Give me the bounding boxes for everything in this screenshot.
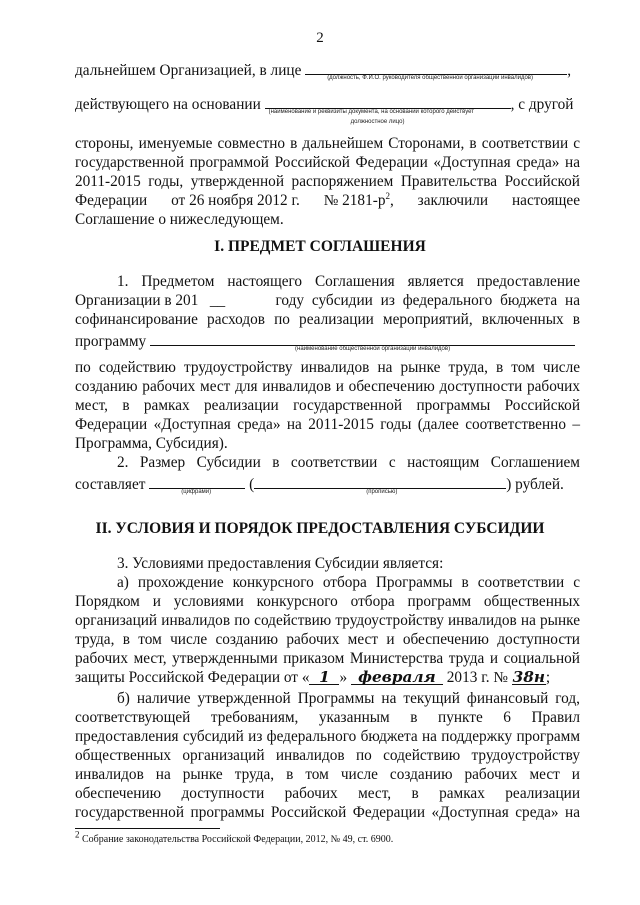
s1-year-prefix: Организации в 201: [75, 292, 199, 309]
s2-line-9: соответствующей требованиям, указанным в пункте 6 Правил: [75, 709, 580, 726]
footnote: [75, 829, 394, 845]
page-number: 2: [316, 30, 324, 46]
s2-line-1: 3. Условиями предоставления Субсидии является:: [117, 555, 444, 572]
basis-document-blank: [265, 92, 511, 125]
intro-comma: ,: [567, 62, 572, 79]
s1-org-year: [75, 291, 225, 310]
s1-line-1: 1. Предметом настоящего Соглашения является предоставление: [117, 273, 580, 290]
s2-line-5: труда, в том числе созданию рабочих мест и обеспечению доступности: [75, 631, 580, 648]
order-month-handwritten: февраля: [351, 668, 443, 685]
order-day-handwritten: 1: [309, 668, 339, 685]
intro-para-line-4: [75, 191, 580, 210]
footnote-text: Собрание законодательства Российской Федерации, 2012, № 49, ст. 6900.: [82, 834, 394, 845]
order-year-text: 2013 г. №: [446, 669, 508, 686]
intro-present: настоящее: [511, 192, 580, 209]
intro-para-line-2: государственной программой Российской Федерации «Доступная среда» на: [75, 154, 580, 171]
s1-open-paren: (: [249, 476, 255, 493]
program-name-blank: [150, 329, 575, 352]
order-date-prefix: защиты Российской Федерации от «: [75, 669, 310, 686]
order-comma: ,: [389, 192, 394, 209]
s2-line-11: общественных организаций инвалидов по содействию трудоустройству: [75, 747, 580, 764]
s1-subsidy-text: году субсидии из федерального бюджета на: [275, 292, 580, 309]
section-1-heading: I. ПРЕДМЕТ СОГЛАШЕНИЯ: [214, 238, 426, 255]
basis-caption-1: (наименование и реквизиты документа, на основании которого действует: [268, 109, 475, 115]
s1-line-10: 2. Размер Субсидии в соответствии с настоящим Соглашением: [117, 454, 580, 471]
footnote-mark: 2: [75, 829, 80, 840]
program-caption: (наименование общественной организации инвалидов): [295, 346, 451, 352]
amount-digits-blank: [149, 472, 245, 495]
s1-line-5: по содействию трудоустройству инвалидов на рынке труда, в том числе: [75, 359, 580, 376]
s2-line-6: рабочих мест, утвержденными приказом Министерства труда и социальной: [75, 650, 580, 667]
representative-caption: (должность, Ф.И.О. руководителя общественной организации инвалидов): [327, 75, 533, 81]
s2-line-4: организаций инвалидов по содействию трудоустройству инвалидов на рынке: [75, 612, 580, 629]
s1-line-7: мест, в рамках реализации государственной программы Российской: [75, 397, 580, 414]
s1-year-blank: __: [209, 292, 226, 309]
intro-line-1: [75, 58, 580, 80]
s2-line-3: Порядком и условиями конкурсного отбора программ общественных: [75, 593, 580, 610]
intro-federation: Федерации: [75, 192, 148, 209]
intro-text-1: дальнейшем Организацией, в лице: [75, 62, 302, 79]
s1-program-label: программу: [75, 333, 147, 350]
s2-line-13: обеспечению доступности рабочих мест, в рамках реализации: [75, 785, 580, 802]
s1-line-2: [75, 291, 580, 310]
footnote-ref: 2: [385, 190, 390, 201]
s2-line-7: [75, 668, 580, 687]
s1-line-3: софинансирование расходов по реализации мероприятий, включенных в: [75, 311, 580, 328]
s1-line-9: Программа, Субсидия).: [75, 435, 228, 452]
intro-para-line-5: Соглашение о нижеследующем.: [75, 211, 284, 228]
order-number-text: № 2181-р: [323, 192, 386, 209]
s2-line-2: а) прохождение конкурсного отбора Программы в соответствии с: [117, 574, 580, 591]
intro-other-side: , с другой: [510, 96, 574, 113]
amount-words-blank: [254, 472, 506, 495]
intro-concluded: заключили: [417, 192, 489, 209]
s1-line-11: [75, 472, 580, 494]
intro-date: от 26 ноября 2012 г.: [171, 192, 300, 209]
s2-line-10: предоставления субсидий из федерального бюджета на поддержку программ: [75, 728, 580, 745]
section-2-heading: II. УСЛОВИЯ И ПОРЯДОК ПРЕДОСТАВЛЕНИЯ СУБСИДИИ: [95, 520, 545, 537]
digits-caption: (цифрами): [181, 489, 212, 495]
words-caption: (прописью): [366, 489, 398, 495]
order-number-handwritten: 38н: [512, 668, 546, 686]
intro-para-line-1: стороны, именуемые совместно в дальнейшем Сторонами, в соответствии с: [75, 135, 580, 152]
intro-text-2: действующего на основании: [75, 96, 261, 113]
order-semicolon: ;: [545, 669, 551, 686]
representative-blank: [305, 58, 567, 81]
intro-line-2: [75, 92, 580, 125]
s1-rubles: ) рублей.: [506, 476, 564, 493]
s1-line-6: созданию рабочих мест для инвалидов и обеспечению доступности рабочих: [75, 378, 580, 395]
order-day-close: »: [339, 669, 348, 686]
intro-para-line-3: 2011-2015 годы, утвержденной распоряжением Правительства Российской: [75, 173, 580, 190]
s1-amount-label: составляет: [75, 476, 146, 493]
basis-caption-2: должностное лицо): [350, 119, 405, 125]
footnote-rule: [75, 828, 220, 829]
s2-line-8: б) наличие утвержденной Программы на текущий финансовый год,: [117, 690, 580, 707]
intro-order-number: [324, 191, 394, 210]
s1-line-4: [75, 329, 580, 351]
s2-line-12: инвалидов на рынке труда, в том числе созданию рабочих мест и: [75, 766, 580, 783]
s1-line-8: Федерации «Доступная среда» на 2011-2015 годы (далее соответственно –: [75, 416, 580, 433]
s2-line-14: государственной программы Российской Федерации «Доступная среда» на: [75, 804, 580, 821]
